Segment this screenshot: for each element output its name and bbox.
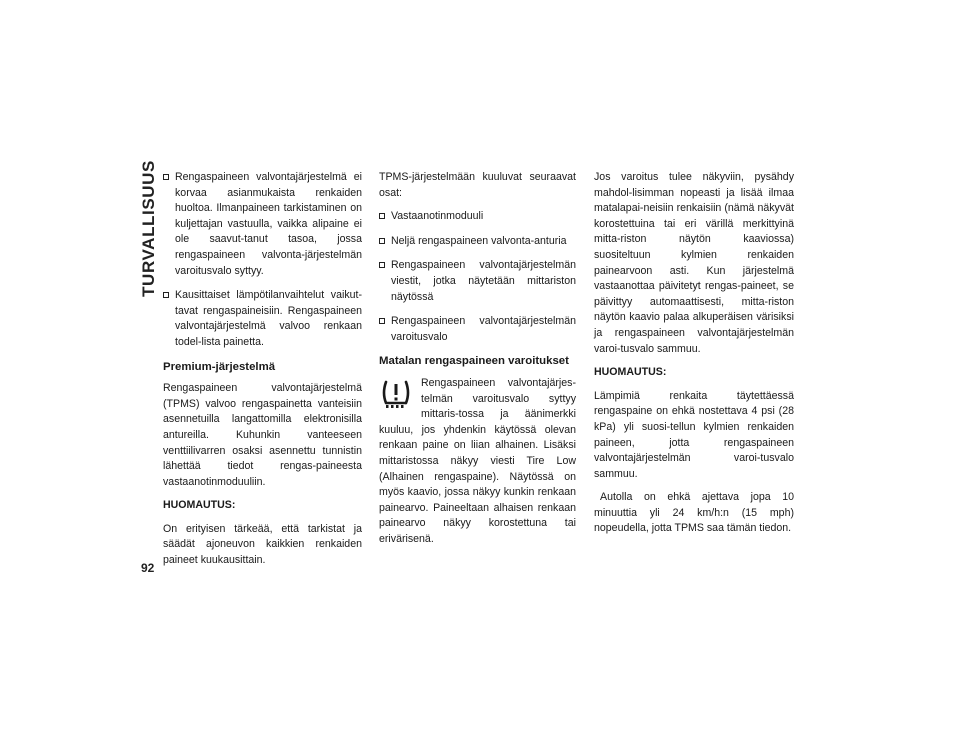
square-bullet-icon	[163, 174, 169, 180]
section-heading: Premium-järjestelmä	[163, 360, 276, 373]
warning-text: Rengaspaineen valvontajärjes-telmän varoitusvalo syttyy mittaris-tossa ja äänimerkki kuuluu, jos yhdenkin käytössä olevan renkaan paine on liian alhainen. Lisäksi mittaristossa näkyy viesti Tire Low (Alhainen rengaspaine). Näytössä on myös kaavio, jossa näkyy kunkin renkaan painearvo. Paineeltaan alhaisen renkaan painearvo näkyy korostettuna tai erivärisenä.	[379, 376, 576, 545]
square-bullet-icon	[379, 213, 385, 219]
intro-paragraph: TPMS-järjestelmään kuuluvat seuraavat osat:	[379, 171, 576, 199]
column-1	[163, 170, 362, 577]
note-body: On erityisen tärkeää, että tarkistat ja säädät ajoneuvon kaikkien renkaiden paineet kuukausittain.	[163, 522, 362, 567]
column-2	[379, 170, 576, 547]
warning-block	[379, 376, 576, 548]
list-item: Kausittaiset lämpötilanvaihtelut vaikut-tavat rengaspaineisiin. Rengaspaineen valvontajärjestelmä valvoo renkaan todel-lista painetta.	[163, 288, 362, 350]
section-heading: Matalan rengaspaineen varoitukset	[379, 355, 569, 368]
list-item: Rengaspaineen valvontajärjestelmä ei korvaa asianmukaista renkaiden huoltoa. Ilmanpaineen tarkistaminen on kuljettajan vastuulla, vaikka alipaine ei ole saavut-tanut tasoa, jossa rengaspaineen valvonta-järjestelmän varoitusvalo syttyy.	[163, 170, 362, 279]
body-paragraph: Rengaspaineen valvontajärjestelmä (TPMS) valvoo rengaspainetta vanteisiin asennetuilla langattomilla elektronisilla antureilla. Kuhunkin vanteeseen venttiilivarren osaksi asennettu tunnistin lähettää tiedot rengas-paineesta vastaanotinmoduuliin.	[163, 382, 362, 488]
note-title: HUOMAUTUS:	[594, 366, 667, 379]
page-number: 92	[141, 561, 155, 575]
list-item: Rengaspaineen valvontajärjestelmän varoitusvalo	[379, 314, 576, 345]
note-title: HUOMAUTUS:	[163, 499, 236, 512]
list-item: Rengaspaineen valvontajärjestelmän viestit, jotka näytetään mittariston näytössä	[379, 258, 576, 305]
list-item: Neljä rengaspaineen valvonta-anturia	[379, 234, 576, 250]
square-bullet-icon	[163, 292, 169, 298]
square-bullet-icon	[379, 318, 385, 324]
list-item: Vastaanotinmoduuli	[379, 209, 576, 225]
tire-pressure-warning-icon	[379, 376, 413, 410]
square-bullet-icon	[379, 238, 385, 244]
column-3	[594, 170, 794, 545]
section-side-label	[136, 160, 162, 410]
closing-paragraph: Autolla on ehkä ajettava jopa 10 minuuttia yli 24 km/h:n (15 mph) nopeudella, jotta TPMS saa tämän tiedon.	[594, 491, 794, 535]
section-title: TURVALLISUUS	[139, 160, 158, 297]
body-paragraph: Jos varoitus tulee näkyviin, pysähdy mahdol-lisimman nopeasti ja lisää ilmaa matalapai-neisiin renkaisiin (nämä näkyvät korostettuina tai eri värillä merkittyinä mitta-riston näytön kaaviossa) suositeltuun kylmien renkaiden painearvoon asti. Kun järjestelmä vastaanottaa päivitetyt rengas-paineet, se päivittyy automaattisesti, mitta-riston näytön kaavio palaa alkuperäisen värisiksi ja rengaspaineen valvontajärjestelmän varoi-tusvalo sammuu.	[594, 171, 794, 355]
note-body: Lämpimiä renkaita täytettäessä rengaspaine on ehkä nostettava 4 psi (28 kPa) yli suosi-tellun kylmien renkaiden paineen, jotta rengaspaineen valvontajärjestelmän varoi-tusvalo sammuu.	[594, 389, 794, 480]
square-bullet-icon	[379, 262, 385, 268]
